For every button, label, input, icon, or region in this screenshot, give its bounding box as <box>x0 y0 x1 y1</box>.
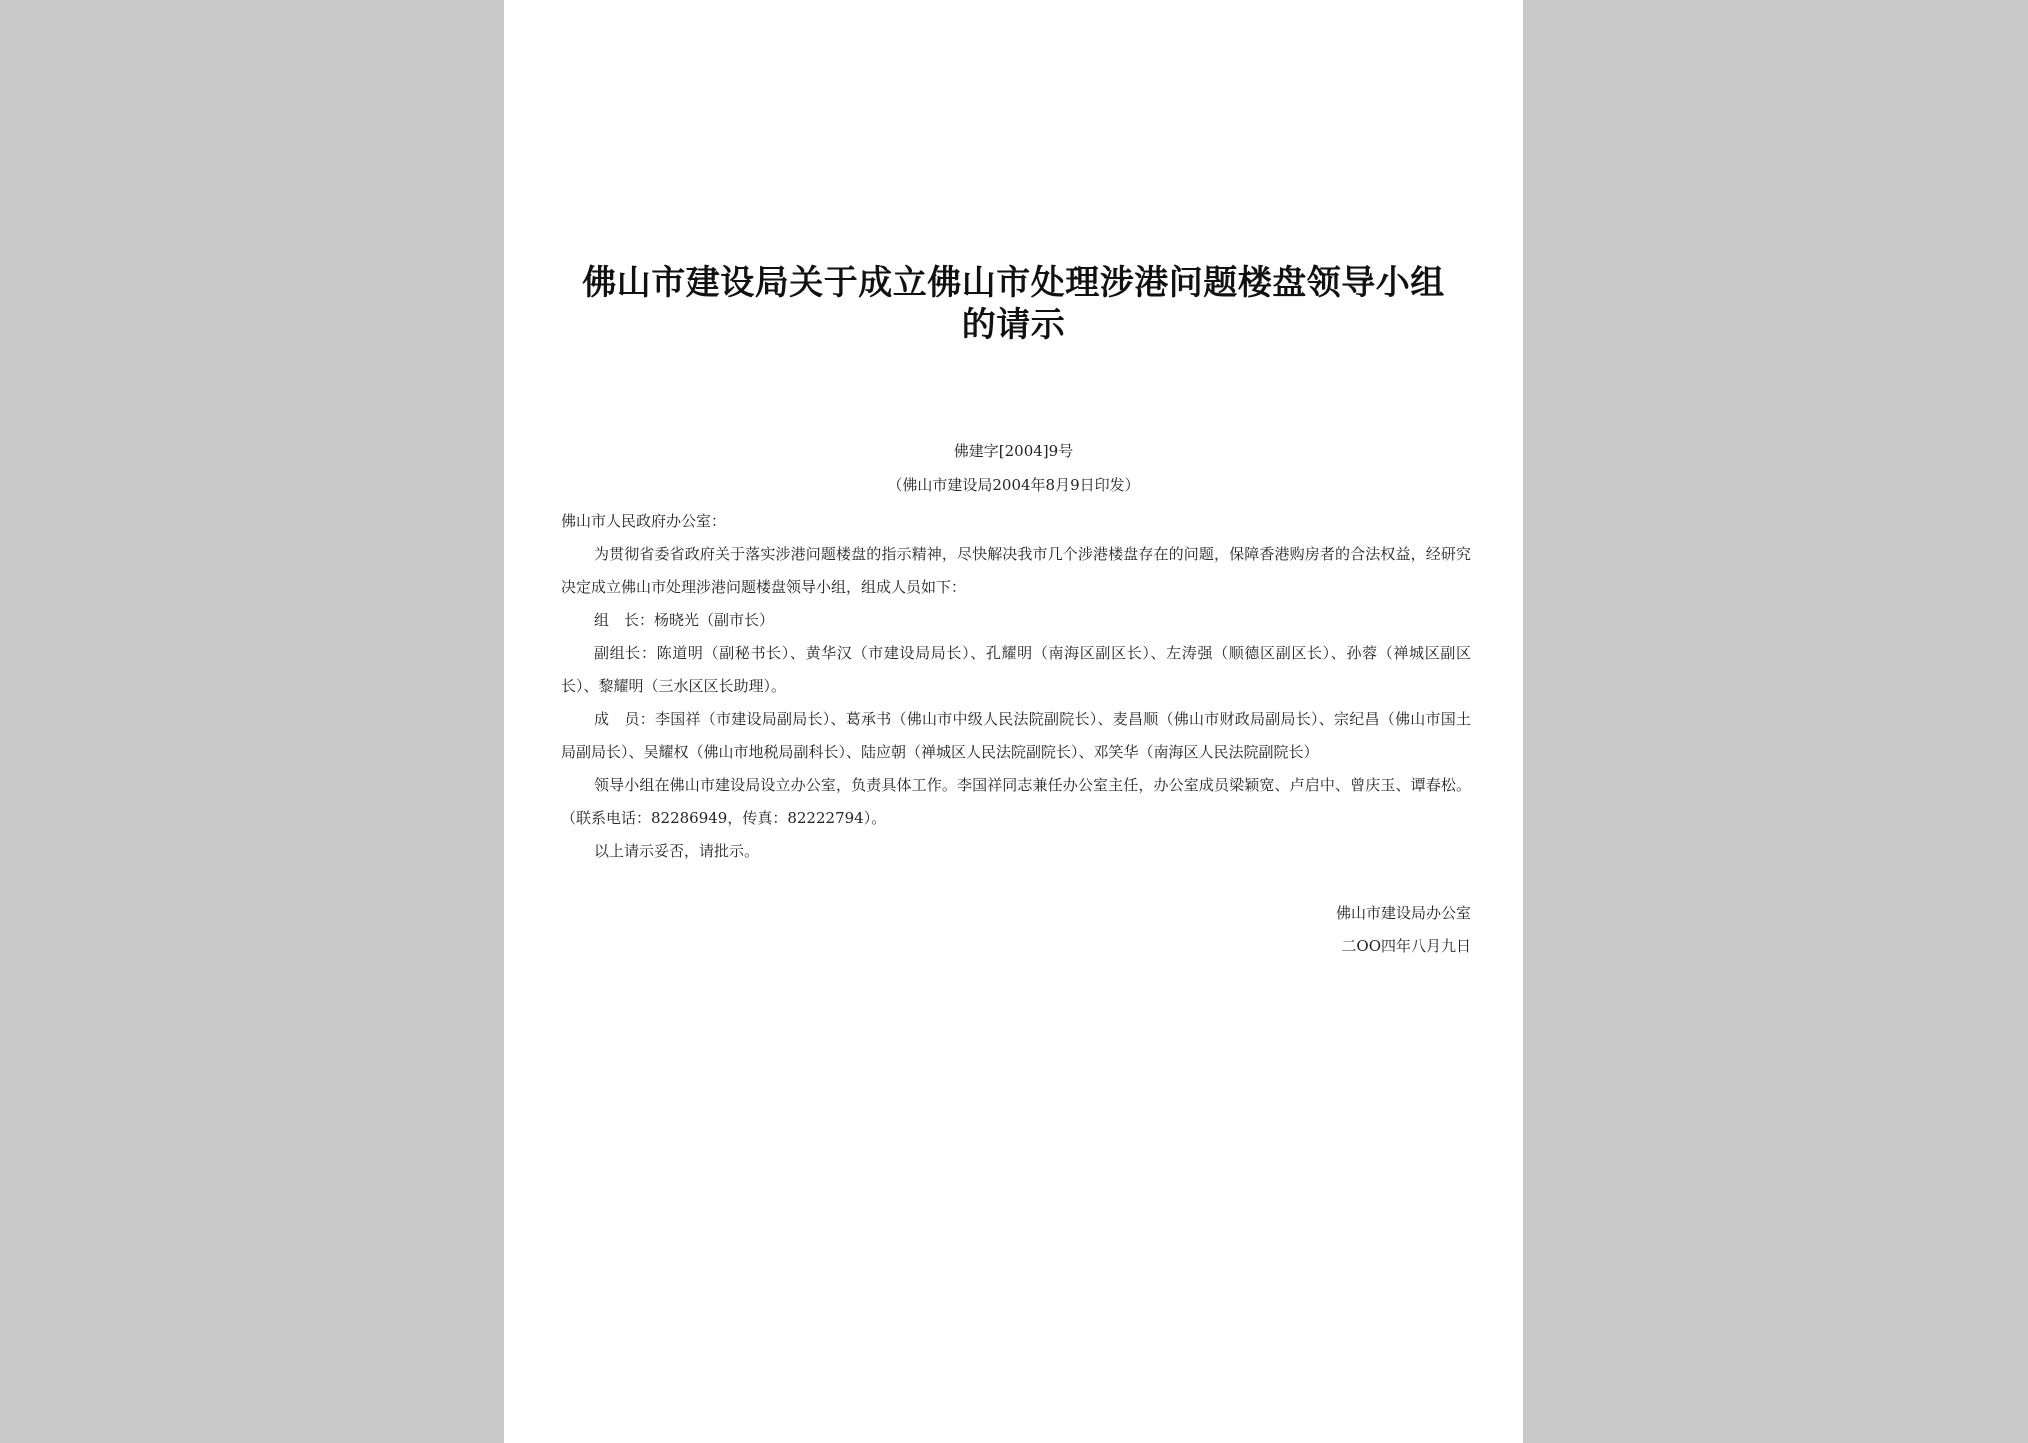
document-body <box>561 505 1471 868</box>
intro-paragraph: 为贯彻省委省政府关于落实涉港问题楼盘的指示精神，尽快解决我市几个涉港楼盘存在的问题，保障香港购房者的合法权益，经研究决定成立佛山市处理涉港问题楼盘领导小组，组成人员如下： <box>561 545 1471 596</box>
issue-note: （佛山市建设局2004年8月9日印发） <box>887 476 1140 494</box>
members-paragraph: 成 员：李国祥（市建设局副局长）、葛承书（佛山市中级人民法院副院长）、麦昌顺（佛山市财政局副局长）、宗纪昌（佛山市国土局副局长）、吴耀权（佛山市地税局副科长）、陆应朝（禅城区人民法院副院长）、邓笑华（南海区人民法院副院长） <box>561 710 1471 761</box>
document-page <box>504 0 1523 1443</box>
addressee: 佛山市人民政府办公室： <box>561 512 727 530</box>
closing-line: 以上请示妥否，请批示。 <box>594 842 760 860</box>
office-paragraph: 领导小组在佛山市建设局设立办公室，负责具体工作。李国祥同志兼任办公室主任，办公室成员梁颖宽、卢启中、曾庆玉、谭春松。（联系电话：82286949，传真：82222794）。 <box>561 776 1471 827</box>
document-number: 佛建字[2004]9号 <box>953 442 1074 460</box>
signature-date: 二OO四年八月九日 <box>1341 937 1471 955</box>
document-title: 佛山市建设局关于成立佛山市处理涉港问题楼盘领导小组的请示 <box>582 263 1445 345</box>
signature-organization: 佛山市建设局办公室 <box>1335 904 1471 922</box>
deputies-paragraph: 副组长：陈道明（副秘书长）、黄华汉（市建设局局长）、孔耀明（南海区副区长）、左涛强（顺德区副区长）、孙蓉（禅城区副区长）、黎耀明（三水区区长助理）。 <box>561 644 1471 695</box>
leader-line: 组 长：杨晓光（副市长） <box>594 611 775 629</box>
